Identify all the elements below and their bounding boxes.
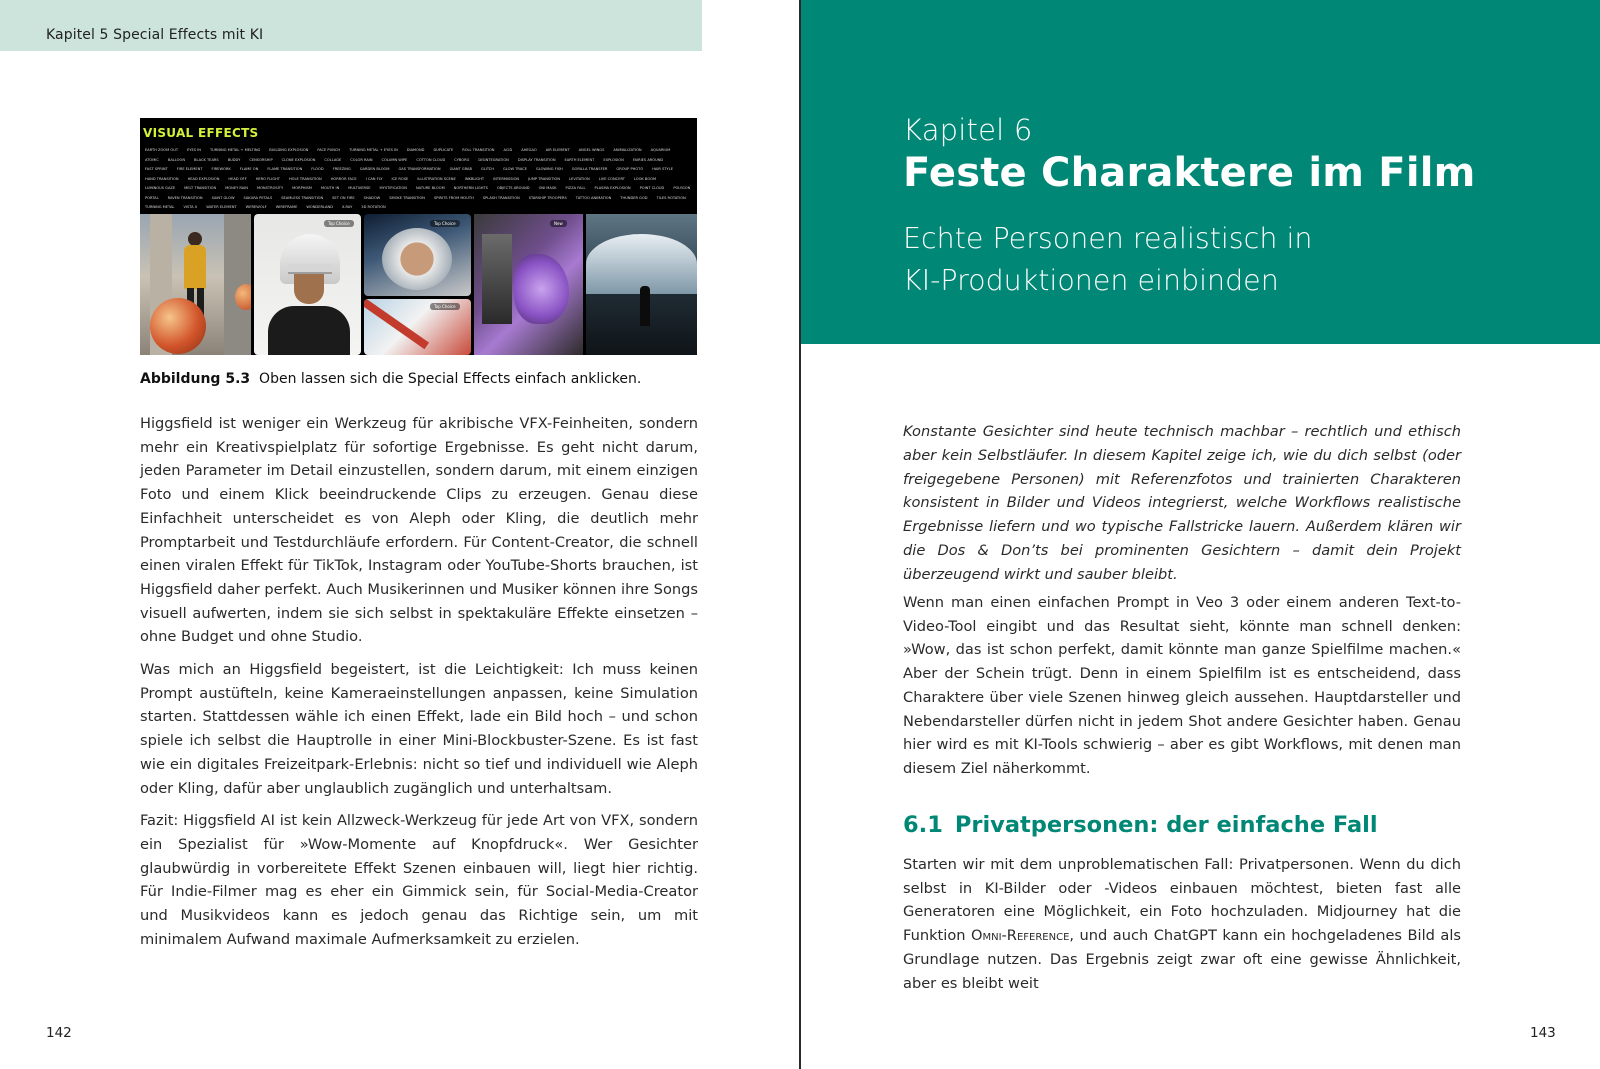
effect-tag[interactable]: FIREWORK	[211, 167, 231, 171]
effect-tag[interactable]: HEAD OFF	[228, 176, 247, 181]
effect-tag[interactable]: BUILDING EXPLOSION	[269, 148, 309, 152]
effect-tag[interactable]: 3D ROTATION	[361, 205, 386, 209]
effect-tag[interactable]: HERO FLIGHT	[255, 176, 280, 181]
effect-tag[interactable]: FLOOD	[311, 167, 324, 171]
effect-tag[interactable]: SAKURA PETALS	[243, 195, 273, 200]
effect-tag[interactable]: NORTHERN LIGHTS	[453, 186, 488, 190]
effect-tag[interactable]: GLOW TRACE	[503, 167, 527, 171]
running-head-text: Kapitel 5 Special Effects mit KI	[46, 27, 264, 43]
effect-tag[interactable]: MONEY RAIN	[225, 186, 248, 190]
figure-caption	[140, 371, 641, 387]
figure-title: VISUAL EFFECTS	[143, 126, 259, 140]
page-number-right: 143	[1530, 1025, 1556, 1041]
section-body-text	[903, 853, 1461, 995]
effect-tag[interactable]: FREEZING	[332, 167, 351, 171]
effect-tag[interactable]: EARTH ZOOM OUT	[145, 148, 179, 152]
effect-tag[interactable]: THUNDER GOD	[620, 195, 648, 200]
thumbnail-diagonal-stripe	[364, 299, 471, 355]
chapter-label: Kapitel 6	[903, 113, 1033, 147]
effect-tag[interactable]: DIAMOND	[406, 148, 425, 152]
top-choice-chip: Top Choice	[324, 220, 354, 227]
effect-tag[interactable]: CYBORG	[454, 157, 470, 162]
effect-tag[interactable]: ATOMIC	[145, 157, 159, 162]
effect-tag[interactable]: X-RAY	[341, 205, 353, 209]
effect-tag[interactable]: TILES ROTATION	[656, 195, 686, 200]
effect-tag[interactable]: MONSTROSITY	[257, 186, 284, 190]
effect-tag[interactable]: LUMINOUS GAZE	[145, 186, 176, 190]
paragraph: Wenn man einen einfachen Prompt in Veo 3 oder einem anderen Text-to-Video-Tool eingibt und das Resultat sieht, könnte man schnell denken: »Wow, das ist schon perfekt, damit könnte man ganze Spielfilme machen.« Aber der Schein trügt. Denn in einem Spielfilm ist es entscheidend, dass Charaktere über viele Szenen hinweg gleich aussehen. Hauptdarsteller und Nebendarsteller dürfen nicht in jedem Shot andere Gesichter haben. Genau hier wird es mit KI-Tools schwierig – aber es gibt Workflows, mit denen man diesem Ziel näherkommt.	[903, 594, 1461, 777]
effect-tag[interactable]: HOLE TRANSITION	[288, 176, 322, 181]
effect-tag[interactable]: WEREWOLF	[245, 205, 267, 209]
effect-tag[interactable]: FLAME ON	[239, 167, 259, 171]
effect-tag[interactable]: SPIRITS FROM MOUTH	[434, 195, 474, 200]
effect-tag[interactable]: AHEGAO	[521, 148, 537, 152]
effect-tag[interactable]: BUDDY	[227, 157, 241, 162]
effect-tag[interactable]: TURNING METAL + EYES IN	[349, 148, 398, 152]
effect-tag[interactable]: DUPLICATE	[433, 148, 454, 152]
effect-tag[interactable]: WIREFRAME	[275, 205, 298, 209]
paragraph: Was mich an Higgsfield begeistert, ist die Leichtigkeit: Ich muss keinen Prompt austüfteln, keine Kameraeinstellungen anpassen, keine Simulation starten. Stattdessen wähle ich einen Effekt, lade ein Bild hoch – und schon spiele ich selbst die Hauptrolle in einer Mini-Blockbuster-Szene. Es ist fast wie ein digitales Freizeitpark-Erlebnis: nicht so tief und individuell wie Aleph oder Kling, dafür aber unglaublich zugänglich und unterhaltsam.	[140, 661, 698, 797]
effect-tag[interactable]: MYSTIFICATION	[379, 186, 407, 190]
paragraph-text: , und auch ChatGPT kann ein hochgeladenes Bild als Grundlage nutzen. Das Ergebnis zeigt zwar oft eine gewisse Ähnlichkeit, aber es bleibt weit	[903, 927, 1461, 992]
top-choice-chip: Top Choice	[430, 303, 460, 310]
effect-tag[interactable]: ILLUSTRATION SCENE	[417, 176, 456, 181]
effect-tag[interactable]: FACE PUNCH	[317, 148, 341, 152]
effect-tag[interactable]: STARSHIP TROOPERS	[528, 195, 567, 200]
effect-tag[interactable]: RAVEN TRANSITION	[167, 195, 203, 200]
effect-tag[interactable]: FAST SPRINT	[145, 167, 168, 171]
effect-tag[interactable]: INKBLIGHT	[464, 176, 485, 181]
effects-tag-grid	[145, 147, 693, 210]
effect-tag[interactable]: GIANT GRAB	[449, 167, 472, 171]
effect-tag[interactable]: PIZZA FALL	[565, 186, 586, 190]
thumbnail-glitch-creature	[474, 214, 583, 355]
effect-tag[interactable]: AIR ELEMENT	[545, 148, 570, 152]
effect-tag[interactable]: EYES IN	[187, 148, 201, 152]
effect-tag[interactable]: ONI MASK	[538, 186, 557, 190]
caption-label: Abbildung 5.3	[140, 371, 251, 387]
effect-tag[interactable]: FAIRIES AROUND	[632, 157, 664, 162]
thumbnail-astronaut	[364, 214, 471, 296]
function-name-smallcaps: Omni-Reference	[971, 927, 1070, 945]
effect-tag[interactable]: ACID	[503, 148, 513, 152]
new-chip: New	[550, 220, 567, 227]
effect-tag[interactable]: BALLOON	[167, 157, 186, 162]
effect-tag[interactable]: CLONE EXPLOSION	[281, 157, 316, 162]
effect-tag[interactable]: LEVITATION	[569, 176, 590, 181]
effect-tag[interactable]: PLASMA EXPLOSION	[594, 186, 631, 190]
effect-tag[interactable]: NATURE BLOOM	[415, 186, 445, 190]
effect-tag[interactable]: PORTAL	[145, 195, 159, 200]
effect-tag[interactable]: HORROR FACE	[330, 176, 357, 181]
effect-tag[interactable]: WONDERLAND	[306, 205, 333, 209]
effect-tag[interactable]: LOOK BOOM	[633, 176, 657, 181]
effect-tag[interactable]: GAS TRANSFORMATION	[398, 167, 441, 171]
chapter-subtitle-line: Echte Personen realistisch in	[903, 222, 1313, 255]
effect-tag[interactable]: MULTIVERSE	[348, 186, 371, 190]
effect-tag[interactable]: AQUARIUM	[650, 148, 671, 152]
effect-tag[interactable]: SET ON FIRE	[332, 195, 355, 200]
effect-tag[interactable]: OBJECTS AROUND	[496, 186, 530, 190]
effect-tag[interactable]: FLAME TRANSITION	[267, 167, 303, 171]
effect-tag[interactable]: ANIMALIZATION	[613, 148, 642, 152]
thumbnail-street-apples	[140, 214, 251, 355]
effect-tag[interactable]: VISTA X	[183, 205, 198, 209]
page-number-left: 142	[46, 1025, 72, 1041]
chapter-title: Feste Charaktere im Film	[903, 150, 1476, 196]
paragraph: Fazit: Higgsfield AI ist kein Allzweck-Werkzeug für jede Art von VFX, sondern ein Spezialist für »Wow-Momente auf Knopfdruck«. Wer Gesichter glaubwürdig in vorbereitete Effekt Szenen einbauen will, liegt hier richtig. Für Indie-Filmer mag es eher ein Gimmick sein, für Social-Media-Creator und Musikvideos kann es jedoch genau das Richtige sein, um mit minimalem Aufwand maximale Aufmerksamkeit zu erzielen.	[140, 812, 698, 948]
chapter-subtitle-line: KI-Produktionen einbinden	[903, 264, 1279, 297]
effect-tag[interactable]: DISINTEGRATION	[478, 157, 509, 162]
effect-tag[interactable]: TURNING METAL	[145, 205, 175, 209]
effect-tag[interactable]: ICE ROSE	[391, 176, 409, 181]
effect-tag[interactable]: WATER ELEMENT	[206, 205, 237, 209]
effect-tag[interactable]: ANGEL WINGS	[578, 148, 605, 152]
effect-tag[interactable]: TATTOO ANIMATION	[575, 195, 612, 200]
effect-tag[interactable]: GROUP PHOTO	[616, 167, 644, 171]
running-head	[0, 0, 702, 51]
effect-tag[interactable]: JUMP TRANSITION	[528, 176, 561, 181]
caption-text: Oben lassen sich die Special Effects einfach anklicken.	[259, 371, 642, 387]
effect-tag[interactable]: INTERMISSION	[493, 176, 520, 181]
effect-tag[interactable]: EARTH ELEMENT	[564, 157, 595, 162]
thumbnail-helmet-portrait	[254, 214, 361, 355]
effect-tag[interactable]: CENSORSHIP	[249, 157, 273, 162]
right-body-text	[903, 591, 1461, 781]
effect-tag[interactable]: MORPHISM	[292, 186, 312, 190]
effect-tag[interactable]: MELT TRANSITION	[184, 186, 217, 190]
effect-tag[interactable]: COTTON CLOUD	[416, 157, 446, 162]
effect-tag[interactable]: GORILLA TRANSFER	[571, 167, 608, 171]
effect-tag[interactable]: POLYGON	[673, 186, 691, 190]
section-heading	[903, 812, 1378, 838]
effect-tag[interactable]: COLLAGE	[324, 157, 342, 162]
effect-tag[interactable]: COLUMN WIPE	[381, 157, 408, 162]
effect-tag[interactable]: SMOKE TRANSITION	[389, 195, 425, 200]
effect-tag[interactable]: BLACK TEARS	[194, 157, 219, 162]
effect-tag[interactable]: SPLASH TRANSITION	[482, 195, 520, 200]
effect-tag[interactable]: HEAD EXPLOSION	[187, 176, 220, 181]
chapter-intro: Konstante Gesichter sind heute technisch machbar – rechtlich und ethisch aber kein Selbstläufer. In diesem Kapitel zeige ich, wie du dich selbst (oder freigegebene Personen) mit Referenzfotos und trainierten Charakteren konsistent in Bilder und Videos integrierst, welche Workflows realistische Ergebnisse liefern und wo typische Fallstricke lauern. Außerdem klären wir die Dos & Don’ts bei prominenten Gesichtern – damit dein Projekt überzeugend wirkt und sauber bleibt.	[903, 423, 1461, 583]
paragraph-text: Starten wir mit dem unproblematischen Fall: Privatpersonen. Wenn du dich selbst in KI-Bilder oder -Videos einbauen möchtest, bieten fast alle Generatoren eine Möglichkeit, ein Foto hochzuladen. Midjourney hat die Funktion	[903, 856, 1461, 945]
section-number: 6.1	[903, 812, 943, 838]
effect-tag[interactable]: GARDEN BLOOM	[359, 167, 390, 171]
effect-tag[interactable]: POINT CLOUD	[639, 186, 665, 190]
effect-tag[interactable]: SAINT GLOW	[211, 195, 235, 200]
effect-tag[interactable]: ROLL TRANSITION	[462, 148, 495, 152]
figure-visual-effects	[140, 118, 697, 355]
chapter-subtitle	[903, 218, 1543, 302]
effect-tag[interactable]: I CAN FLY	[365, 176, 383, 181]
effect-tag[interactable]: TURNING METAL + MELTING	[209, 148, 261, 152]
effect-tag[interactable]: SHADOW	[363, 195, 381, 200]
effect-tag[interactable]: DISPLAY TRANSITION	[517, 157, 556, 162]
effect-tag[interactable]: HAIR STYLE	[652, 167, 674, 171]
effect-tag[interactable]: COLOR RAIN	[350, 157, 373, 162]
top-choice-chip: Top Choice	[430, 220, 460, 227]
effect-tag[interactable]: GLOWING FISH	[535, 167, 563, 171]
effect-tag[interactable]: HAND TRANSITION	[145, 176, 179, 181]
effect-tag[interactable]: SEAMLESS TRANSITION	[281, 195, 324, 200]
effect-tag[interactable]: MOUTH IN	[320, 186, 340, 190]
thumbnail-ocean-wave	[586, 214, 697, 355]
effect-tag[interactable]: GLITCH	[480, 167, 495, 171]
paragraph	[903, 853, 1461, 995]
paragraph: Higgsfield ist weniger ein Werkzeug für akribische VFX-Feinheiten, sondern mehr ein Kreativspielplatz für sofortige Ergebnisse. Es geht nicht darum, jeden Parameter im Detail einzustellen, sondern darum, mit einem einzigen Foto und einem Klick beeindruckende Clips zu erzeugen. Genau diese Einfachheit unterscheidet es von Aleph oder Kling, die deutlich mehr Promptarbeit und Testdurchläufe erfordern. Für Content-Creator, die schnell einen viralen Effekt für TikTok, Instagram oder YouTube-Shorts brauchen, ist Higgsfield daher perfekt. Auch Musikerinnen und Musiker können ihre Songs visuell aufwerten, indem sie sich selbst in spektakuläre Effekte einsetzen – ohne Budget und ohne Studio.	[140, 415, 698, 646]
effect-tag[interactable]: EXPLOSION	[603, 157, 624, 162]
effect-tag[interactable]: LIVE CONCERT	[598, 176, 625, 181]
effect-tag[interactable]: FIRE ELEMENT	[176, 167, 203, 171]
section-title: Privatpersonen: der einfache Fall	[954, 812, 1378, 838]
left-body-text	[140, 412, 698, 951]
